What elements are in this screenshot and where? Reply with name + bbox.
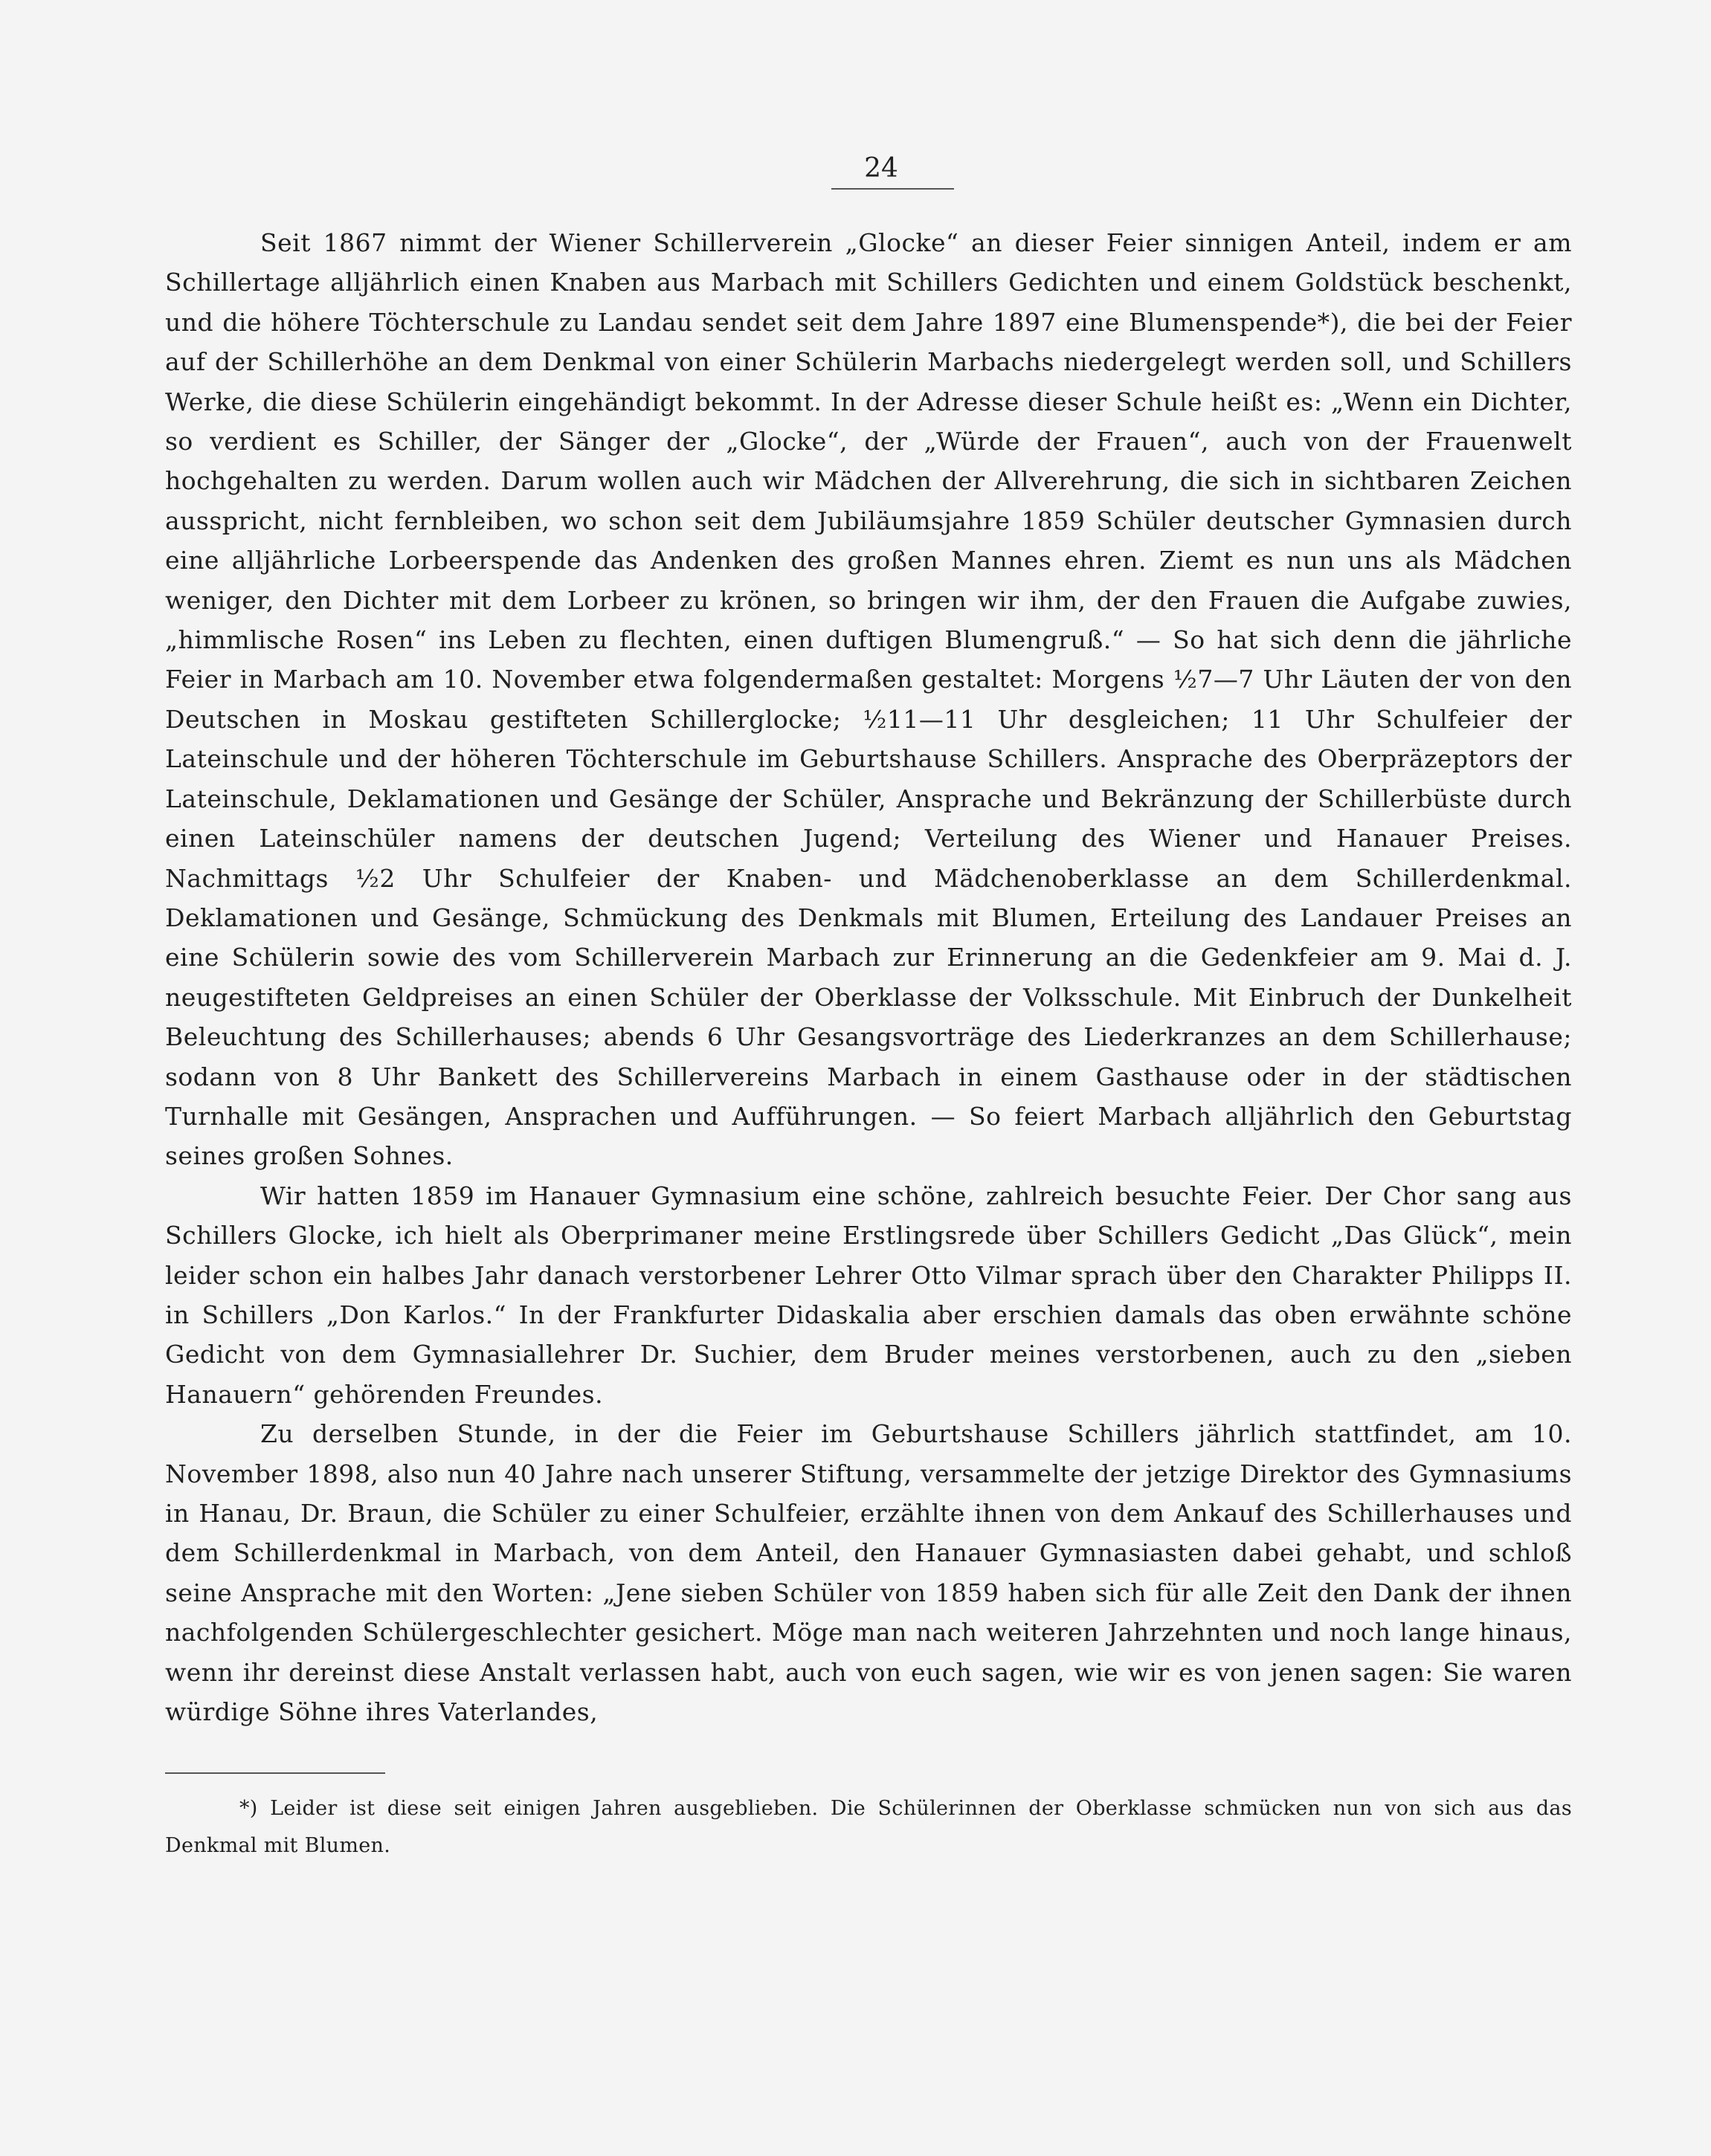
footnote-rule [165, 1772, 385, 1774]
page-number: 24 [864, 153, 898, 184]
page-number-rule [831, 188, 954, 190]
paragraph-schillerfeier-marbach: Seit 1867 nimmt der Wiener Schillerverein „Glocke“ an dieser Feier sinnigen Anteil, indem er am Schillertage alljährlich einen Knaben aus Marbach mit Schillers Gedichten und einem Goldstück beschenkt, und die höhere Töchterschule zu Landau sendet seit dem Jahre 1897 eine Blumenspende*), die bei der Feier auf der Schillerhöhe an dem Denkmal von einer Schülerin Marbachs niedergelegt werden soll, und Schillers Werke, die diese Schülerin eingehändigt bekommt. In der Adresse dieser Schule heißt es: „Wenn ein Dichter, so verdient es Schiller, der Sänger der „Glocke“, der „Würde der Frauen“, auch von der Frauenwelt hochgehalten zu werden. Darum wollen auch wir Mädchen der Allverehrung, die sich in sichtbaren Zeichen ausspricht, nicht fernbleiben, wo schon seit dem Jubiläumsjahre 1859 Schüler deutscher Gymnasien durch eine alljährliche Lorbeerspende das Andenken des großen Mannes ehren. Ziemt es nun uns als Mädchen weniger, den Dichter mit dem Lorbeer zu krönen, so bringen wir ihm, der den Frauen die Aufgabe zuwies, „himmlische Rosen“ ins Leben zu flechten, einen duftigen Blumengruß.“ — So hat sich denn die jährliche Feier in Marbach am 10. November etwa folgendermaßen gestaltet: Morgens ½7—7 Uhr Läuten der von den Deutschen in Moskau gestifteten Schillerglocke; ½11—11 Uhr desgleichen; 11 Uhr Schulfeier der Lateinschule und der höheren Töchterschule im Geburtshause Schillers. Ansprache des Oberpräzeptors der Lateinschule, Deklamationen und Gesänge der Schüler, Ansprache und Bekränzung der Schillerbüste durch einen Lateinschüler namens der deutschen Jugend; Verteilung des Wiener und Hanauer Preises. Nachmittags ½2 Uhr Schulfeier der Knaben- und Mädchenoberklasse an dem Schillerdenkmal. Deklamationen und Gesänge, Schmückung des Denkmals mit Blumen, Erteilung des Landauer Preises an eine Schülerin sowie des vom Schillerverein Marbach zur Erinnerung an die Gedenkfeier am 9. Mai d. J. neugestifteten Geldpreises an einen Schüler der Oberklasse der Volksschule. Mit Einbruch der Dunkelheit Beleuchtung des Schillerhauses; abends 6 Uhr Gesangsvorträge des Liederkranzes an dem Schillerhause; sodann von 8 Uhr Bankett des Schillervereins Marbach in einem Gasthause oder in der städtischen Turnhalle mit Gesängen, Ansprachen und Aufführungen. — So feiert Marbach alljährlich den Geburtstag seines großen Sohnes. [165, 228, 1572, 1171]
paragraph-schulfeier-1898: Zu derselben Stunde, in der die Feier im Geburtshause Schillers jährlich stattfindet, am 10. November 1898, also nun 40 Jahre nach unserer Stiftung, versammelte der jetzige Direktor des Gymnasiums in Hanau, Dr. Braun, die Schüler zu einer Schulfeier, erzählte ihnen von dem Ankauf des Schillerhauses und dem Schillerdenkmal in Marbach, von dem Anteil, den Hanauer Gymnasiasten dabei gehabt, und schloß seine Ansprache mit den Worten: „Jene sieben Schüler von 1859 haben sich für alle Zeit den Dank der ihnen nachfolgenden Schülergeschlechter gesichert. Möge man nach weiteren Jahrzehnten und noch lange hinaus, wenn ihr dereinst diese Anstalt verlassen habt, auch von euch sagen, wie wir es von jenen sagen: Sie waren würdige Söhne ihres Vaterlandes, [165, 1419, 1572, 1727]
main-text-body [165, 223, 1572, 1731]
paragraph-hanauer-gymnasium-1859: Wir hatten 1859 im Hanauer Gymnasium eine schöne, zahlreich besuchte Feier. Der Chor sang aus Schillers Glocke, ich hielt als Oberprimaner meine Erstlingsrede über Schillers Gedicht „Das Glück“, mein leider schon ein halbes Jahr danach verstorbener Lehrer Otto Vilmar sprach über den Charakter Philipps II. in Schillers „Don Karlos.“ In der Frankfurter Didaskalia aber erschien damals das oben erwähnte schöne Gedicht von dem Gymnasiallehrer Dr. Suchier, dem Bruder meines verstorbenen, auch zu den „sieben Hanauern“ gehörenden Freundes. [165, 1181, 1572, 1409]
footnote: *) Leider ist diese seit einigen Jahren ausgeblieben. Die Schülerinnen der Oberklasse schmücken nun von sich aus das Denkmal mit Blumen. [165, 1797, 1572, 1857]
